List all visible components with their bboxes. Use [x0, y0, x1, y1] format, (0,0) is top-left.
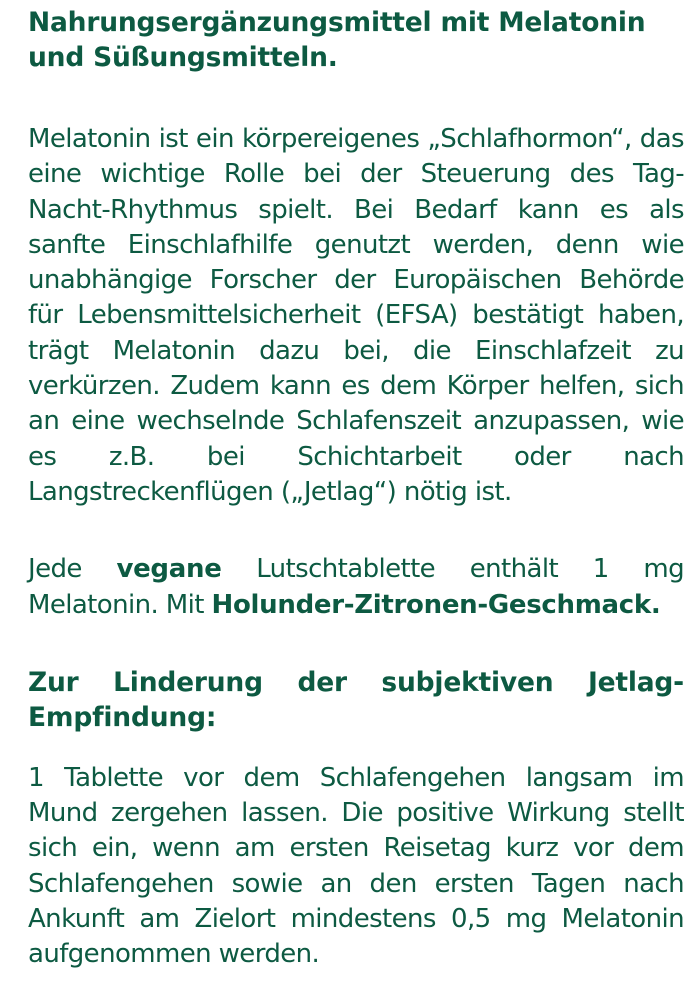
flavor-label: Holunder-Zitronen-Geschmack. [211, 589, 661, 620]
product-description [28, 0, 684, 973]
dosage-paragraph [28, 552, 684, 623]
intro-paragraph: Melatonin ist ein körpereigenes „Schlafhormon“, das eine wichtige Rolle bei der Steuerung des Tag-Nacht-Rhythmus spielt. Bei Bedarf kann es als sanfte Einschlafhilfe genutzt werden, denn wie unabhängige Forscher der Europäischen Behörde für Lebensmittelsicherheit (EFSA) bestätigt haben, trägt Melatonin dazu bei, die Einschlafzeit zu verkürzen. Zudem kann es dem Körper helfen, sich an eine wechselnde Schlafenszeit anzupassen, wie es z.B. bei Schichtarbeit oder nach Langstreckenflügen („Jetlag“) nötig ist. [28, 124, 684, 507]
jetlag-heading: Zur Linderung der subjektiven Jetlag-Empfindung: [28, 666, 684, 733]
vegan-label: vegane [116, 554, 222, 585]
dosage-text-start: Jede [28, 554, 117, 585]
product-title: Nahrungsergänzungsmittel mit Melatonin und Süßungsmitteln. [28, 7, 646, 73]
usage-paragraph: 1 Tablette vor dem Schlafengehen langsam im Mund zergehen lassen. Die positive Wirkung stellt sich ein, wenn am ersten Reisetag kurz vor dem Schlafengehen sowie an den ersten Tagen nach Ankunft am Zielort mindestens 0,5 mg Melatonin aufgenommen werden. [28, 762, 684, 970]
dosage-text-middle: Lutschtablette enthält 1 mg Melatonin. Mit [28, 554, 684, 620]
